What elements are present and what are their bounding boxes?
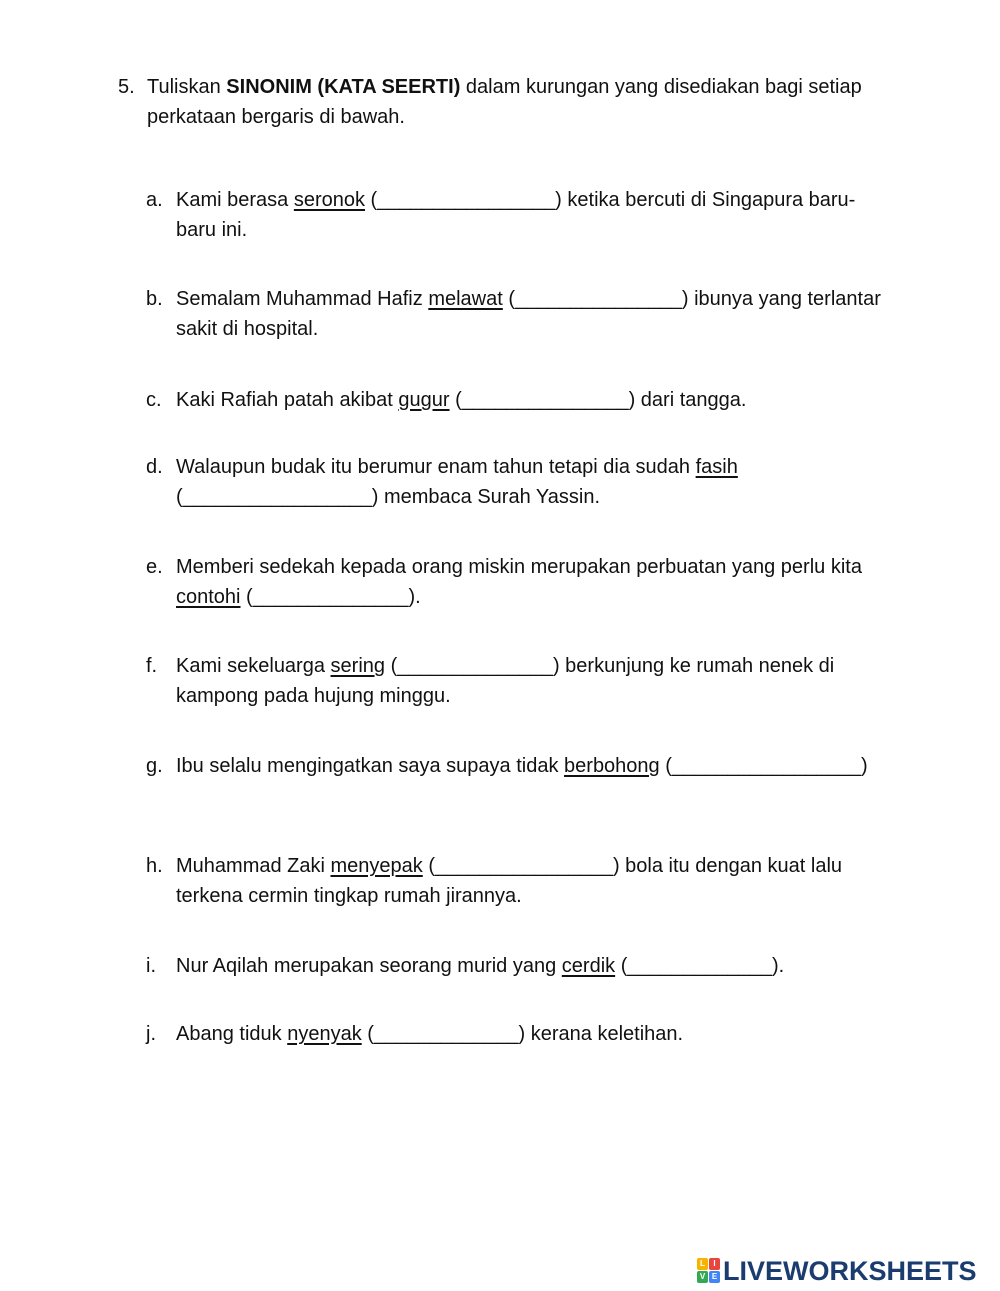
instruction-text-before: Tuliskan bbox=[147, 76, 227, 98]
underlined-word: melawat bbox=[428, 288, 503, 310]
item-text-before: Walaupun budak itu berumur enam tahun tetapi dia sudah bbox=[176, 456, 696, 478]
logo-icon-letter: I bbox=[709, 1258, 720, 1270]
item-letter: i. bbox=[146, 955, 156, 977]
underlined-word: gugur bbox=[398, 389, 450, 411]
logo-icon-letter: L bbox=[697, 1258, 708, 1270]
item-text bbox=[176, 284, 886, 344]
item-text bbox=[176, 951, 886, 981]
underlined-word: nyenyak bbox=[287, 1023, 362, 1045]
question-number: 5. bbox=[118, 76, 135, 98]
liveworksheets-logo bbox=[697, 1253, 977, 1289]
item-text-after: (_______________) dari tangga. bbox=[449, 389, 747, 411]
item-text-before: Semalam Muhammad Hafiz bbox=[176, 288, 429, 310]
item-letter: e. bbox=[146, 556, 163, 578]
item-text-before: Kami sekeluarga bbox=[176, 655, 331, 677]
item-text-before: Kami berasa bbox=[176, 189, 294, 211]
underlined-word: contohi bbox=[176, 586, 241, 608]
item-text bbox=[176, 851, 886, 911]
item-text-before: Memberi sedekah kepada orang miskin merupakan perbuatan yang perlu kita bbox=[176, 556, 862, 578]
item-text-after: (________________) ketika bercuti di Singapura baru-baru ini. bbox=[176, 189, 856, 241]
item-letter: f. bbox=[146, 655, 158, 677]
item-letter: d. bbox=[146, 456, 163, 478]
item-text bbox=[176, 452, 886, 512]
item-text-after: (______________) berkunjung ke rumah nenek di kampong pada hujung minggu. bbox=[176, 655, 835, 707]
item-text-before: Kaki Rafiah patah akibat bbox=[176, 389, 399, 411]
underlined-word: fasih bbox=[695, 456, 738, 478]
underlined-word: berbohong bbox=[564, 755, 660, 777]
item-letter: b. bbox=[146, 288, 163, 310]
logo-icon-letter: V bbox=[697, 1271, 708, 1283]
underlined-word: sering bbox=[330, 655, 386, 677]
item-text-after: (_________________) bbox=[659, 755, 868, 777]
item-text-after: (_____________) kerana keletihan. bbox=[361, 1023, 684, 1045]
liveworksheets-logo-icon bbox=[697, 1258, 721, 1284]
item-text-before: Nur Aqilah merupakan seorang murid yang bbox=[176, 955, 562, 977]
item-letter: c. bbox=[146, 389, 162, 411]
question-instruction bbox=[147, 72, 877, 132]
underlined-word: seronok bbox=[293, 189, 365, 211]
item-text-after: (________________) bola itu dengan kuat lalu terkena cermin tingkap rumah jirannya. bbox=[176, 855, 843, 907]
item-letter: j. bbox=[146, 1023, 156, 1045]
item-text-before: Muhammad Zaki bbox=[176, 855, 331, 877]
item-text-after: (_____________). bbox=[615, 955, 785, 977]
instruction-bold-text: SINONIM (KATA SEERTI) bbox=[226, 76, 461, 98]
item-text-after: (_________________) membaca Surah Yassin. bbox=[176, 486, 601, 508]
item-text-after: (______________). bbox=[240, 586, 421, 608]
underlined-word: cerdik bbox=[561, 955, 616, 977]
underlined-word: menyepak bbox=[330, 855, 423, 877]
item-text bbox=[176, 1019, 886, 1049]
logo-text: LIVEWORKSHEETS bbox=[723, 1255, 977, 1286]
item-text bbox=[176, 552, 886, 612]
item-letter: a. bbox=[146, 189, 163, 211]
item-letter: h. bbox=[146, 855, 163, 877]
item-letter: g. bbox=[146, 755, 163, 777]
item-text-before: Ibu selalu mengingatkan saya supaya tidak bbox=[176, 755, 565, 777]
item-text bbox=[176, 751, 886, 781]
item-text-after: (_______________) ibunya yang terlantar sakit di hospital. bbox=[176, 288, 881, 340]
item-text bbox=[176, 651, 886, 711]
instruction-text-after: dalam kurungan yang disediakan bagi setiap perkataan bergaris di bawah. bbox=[147, 76, 862, 128]
item-text bbox=[176, 185, 886, 245]
item-text-before: Abang tiduk bbox=[176, 1023, 288, 1045]
item-text bbox=[176, 385, 886, 415]
logo-icon-letter: E bbox=[709, 1271, 720, 1283]
